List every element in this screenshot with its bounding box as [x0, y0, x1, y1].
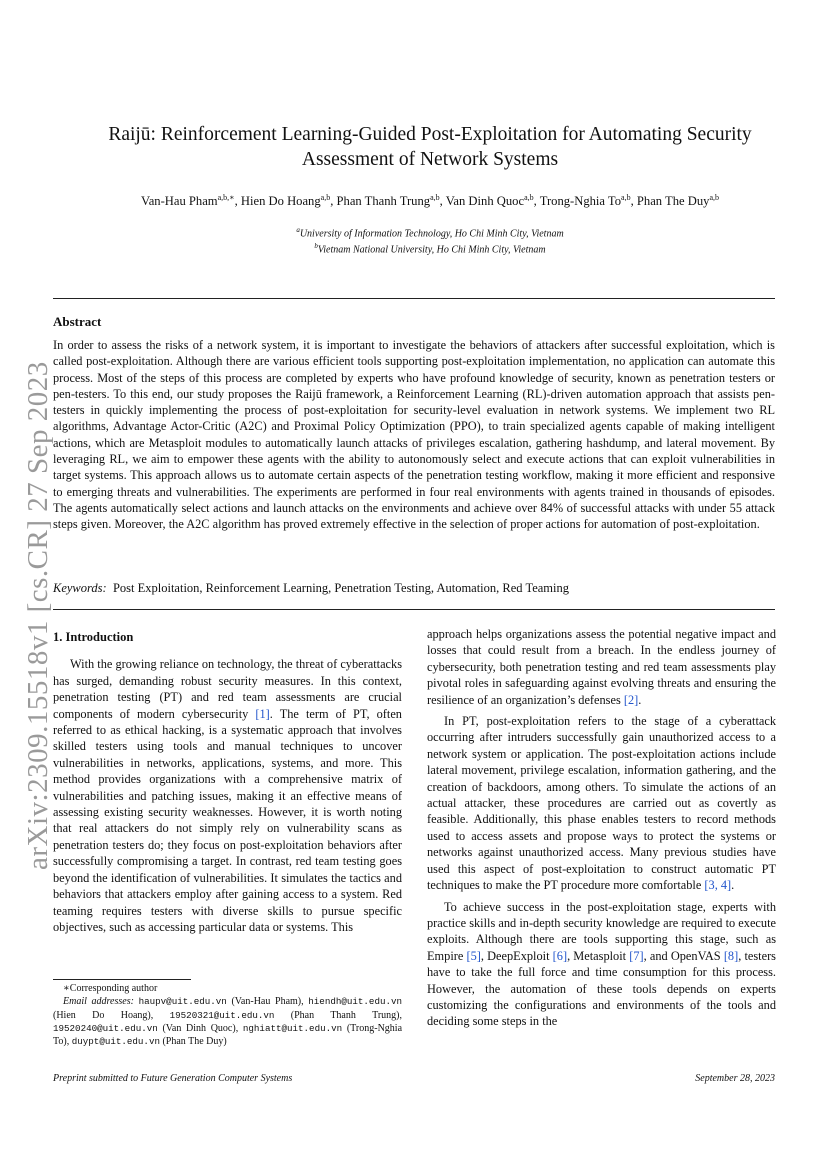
email-owner: (Hien Do Hoang),: [53, 1009, 170, 1021]
author-name: Van-Hau Pham: [141, 194, 218, 209]
affiliations: [60, 224, 800, 257]
citation-link[interactable]: [5]: [466, 948, 481, 963]
paragraph: [427, 899, 776, 1030]
author-name: Phan Thanh Trung: [336, 194, 431, 209]
section-heading: 1. Introduction: [53, 630, 134, 644]
title-line-2: Assessment of Network Systems: [301, 149, 559, 170]
abstract-heading: Abstract: [53, 314, 102, 329]
email-owner: (Trong-Nghia To),: [53, 1022, 403, 1048]
right-column: [427, 626, 776, 1030]
citation-link[interactable]: [2]: [623, 692, 639, 707]
paragraph-text: , and OpenVAS: [643, 948, 724, 963]
email-owner: (Van Dinh Quoc),: [157, 1022, 239, 1034]
email-owner: (Phan Thanh Trung),: [274, 1009, 402, 1021]
paragraph-text: approach helps organizations assess the potential negative impact and losses that could result from a breach. In the endless journey of cybersecurity, both penetration testing and red team assessments play pivotal roles in safeguarding against evolving threats and ensuring the resilience of an organization’s defenses: [427, 627, 776, 707]
affiliation-text: University of Information Technology, Ho Chi Minh City, Vietnam: [299, 228, 564, 240]
email-addresses: [53, 995, 402, 1048]
affiliation: [60, 240, 800, 256]
paragraph: [53, 656, 402, 935]
affiliation-text: Vietnam National University, Ho Chi Minh City, Vietnam: [317, 244, 546, 256]
abstract-text: In order to assess the risks of a network system, it is important to investigate the behaviors of attackers after successful exploitation, which is called post-exploitation. Although there are various efficient tools supporting post-exploitation implementation, no application can automate this process. Most of the steps of this process are completed by experts who have profound knowledge of security, known as penetration testers or pen-testers. To this end, our study proposes the Raijū framework, a Reinforcement Learning (RL)-driven automation approach that assists pen-testers in quickly implementing the process of post-exploitation for security-level evaluation in network systems. We implement two RL algorithms, Advantage Actor-Critic (A2C) and Proximal Policy Optimization (PPO), to train specialized agents capable of making intelligent actions, which are Metasploit modules to automatically launch attacks of privileges escalation, gathering hashdump, and lateral movement. By leveraging RL, we aim to empower these agents with the ability to autonomously select and execute actions that can exploit vulnerabilities in target systems. This approach allows us to automate certain aspects of the penetration testing workflow, making it more efficient and responsive to emerging threats and vulnerabilities. The experiments are performed in four real environments with agents trained in thousands of episodes. The agents automatically select actions and launch attacks on the environments and achieve over 84% of successful attacks with under 55 attack steps given. Moreover, the A2C algorithm has proved extremely effective in the selection of proper actions for automation of post-exploitation.: [53, 338, 775, 532]
arxiv-side-identifier: arXiv:2309.15518v1 [cs.CR] 27 Sep 2023: [22, 361, 54, 870]
corresponding-author-note: ∗Corresponding author: [63, 983, 158, 994]
author-affil-mark: a,b: [709, 193, 719, 202]
citation-link[interactable]: [8]: [723, 948, 739, 963]
footnote-rule: [53, 979, 191, 980]
author-affil-mark: a,b: [621, 193, 631, 202]
affiliation: [60, 224, 800, 240]
paragraph-text: To achieve success in the post-exploitation stage, experts with practice skills and in-depth security knowledge are required to execute exploits. Although there are tools supporting this stage, such as Empire: [427, 899, 776, 963]
paragraph-text: In PT, post-exploitation refers to the stage of a cyberattack occurring after intruders successfully gain unauthorized access to a network system or application. The post-exploitation actions include lateral movement, privilege escalation, information gathering, and the creation of backdoors, among others. To simulate the actions of an actual attacker, these procedures are carried out as covertly as feasible. Additionally, this phase enables testers to record methods used to access assets and propose ways to protect the systems or networks against unauthorized access. Many previous studies have used this aspect of post-exploitation to construct automatic PT techniques to make the PT procedure more comfortable: [427, 714, 776, 893]
keywords: [53, 581, 569, 596]
paragraph-text: . The term of PT, often referred to as ethical hacking, is a systematic approach that involves skilled testers using tools and manual techniques to uncover vulnerabilities in networks, applications, systems, and more. This method provides organizations with a comprehensive matrix of vulnerabilities and patching issues, making it an effective means of assessing existing security weaknesses. However, it is worth noting that real attackers do not simply rely on vulnerability scans as penetration testers do; they focus on post-exploitation behaviors after successfully compromising a target. In contrast, red team testing goes beyond the identification of vulnerabilities. It simulates the tactics and behaviors that attackers employ after gaining access to a system. Red teaming requires testers with diverse skills to pursue specific objectives, such as accessing particular data or systems. This: [53, 706, 402, 934]
left-column: [53, 629, 402, 935]
email-link[interactable]: nghiatt@uit.edu.vn: [242, 1022, 343, 1034]
citation-link[interactable]: [3, 4]: [704, 878, 732, 893]
paragraph-text: .: [638, 692, 642, 707]
paragraph-text: , DeepExploit: [480, 948, 553, 963]
author-list: Van-Hau Pham$^{a,b,∗}$, Hien Do Hoang$^{a,b}$, Phan Thanh Trung$^{a,b}$, Van Dinh Quoc$^{a,b}$, Trong-Nghia To$^{a,b}$, Phan The Duy$^{a,b}$: [141, 193, 719, 209]
affiliation-mark: a: [296, 226, 300, 234]
citation-link[interactable]: [6]: [552, 948, 568, 963]
title-line-1: Raijū: Reinforcement Learning-Guided Post-Exploitation for Automating Security: [108, 124, 752, 145]
paragraph-text: With the growing reliance on technology, the threat of cyberattacks has surged, demanding robust security measures. In this context, penetration testing (PT) and red team assessments are crucial components of modern cybersecurity: [53, 657, 402, 721]
footnotes: [53, 982, 402, 1048]
paragraph: [427, 713, 776, 893]
keywords-label: Keywords:: [53, 581, 107, 595]
author-affil-mark: a,b: [524, 193, 534, 202]
paragraph-text: , Metasploit: [567, 948, 630, 963]
email-link[interactable]: 19520240@uit.edu.vn: [53, 1022, 158, 1034]
citation-link[interactable]: [1]: [255, 706, 270, 721]
email-link[interactable]: hiendh@uit.edu.vn: [308, 996, 403, 1008]
paper-title: [70, 122, 790, 172]
author-name: Hien Do Hoang: [240, 194, 321, 209]
email-label: Email addresses:: [63, 996, 134, 1008]
footer-date: September 28, 2023: [695, 1073, 775, 1084]
keywords-text: Post Exploitation, Reinforcement Learning, Penetration Testing, Automation, Red Teaming: [112, 581, 569, 595]
email-link[interactable]: haupv@uit.edu.vn: [138, 996, 227, 1008]
author-name: Van Dinh Quoc: [445, 194, 525, 209]
author-affil-mark: a,b: [320, 193, 331, 202]
paragraph: [427, 626, 776, 708]
author-name: Trong-Nghia To: [539, 194, 622, 209]
email-link[interactable]: 19520321@uit.edu.vn: [169, 1009, 275, 1021]
footer-venue: Preprint submitted to Future Generation Computer Systems: [53, 1073, 293, 1084]
email-link[interactable]: duypt@uit.edu.vn: [71, 1036, 160, 1048]
citation-link[interactable]: [7]: [629, 948, 644, 963]
affiliation-mark: b: [314, 242, 318, 251]
email-owner: (Van-Hau Pham),: [226, 996, 304, 1008]
author-affil-mark: a,b: [430, 193, 440, 202]
author-affil-mark: a,b,∗: [217, 193, 235, 202]
abstract-bottom-rule: [53, 609, 775, 610]
paragraph-text: , testers have to take the full force and time consumption for this process. However, the automation of these tools depends on experts customizing the configurations and environments of the tools and deciding some steps in the: [427, 948, 776, 1029]
paragraph-text: .: [731, 878, 735, 893]
email-owner: (Phan The Duy): [159, 1036, 227, 1048]
author-name: Phan The Duy: [636, 194, 710, 209]
abstract-top-rule: [53, 298, 775, 299]
